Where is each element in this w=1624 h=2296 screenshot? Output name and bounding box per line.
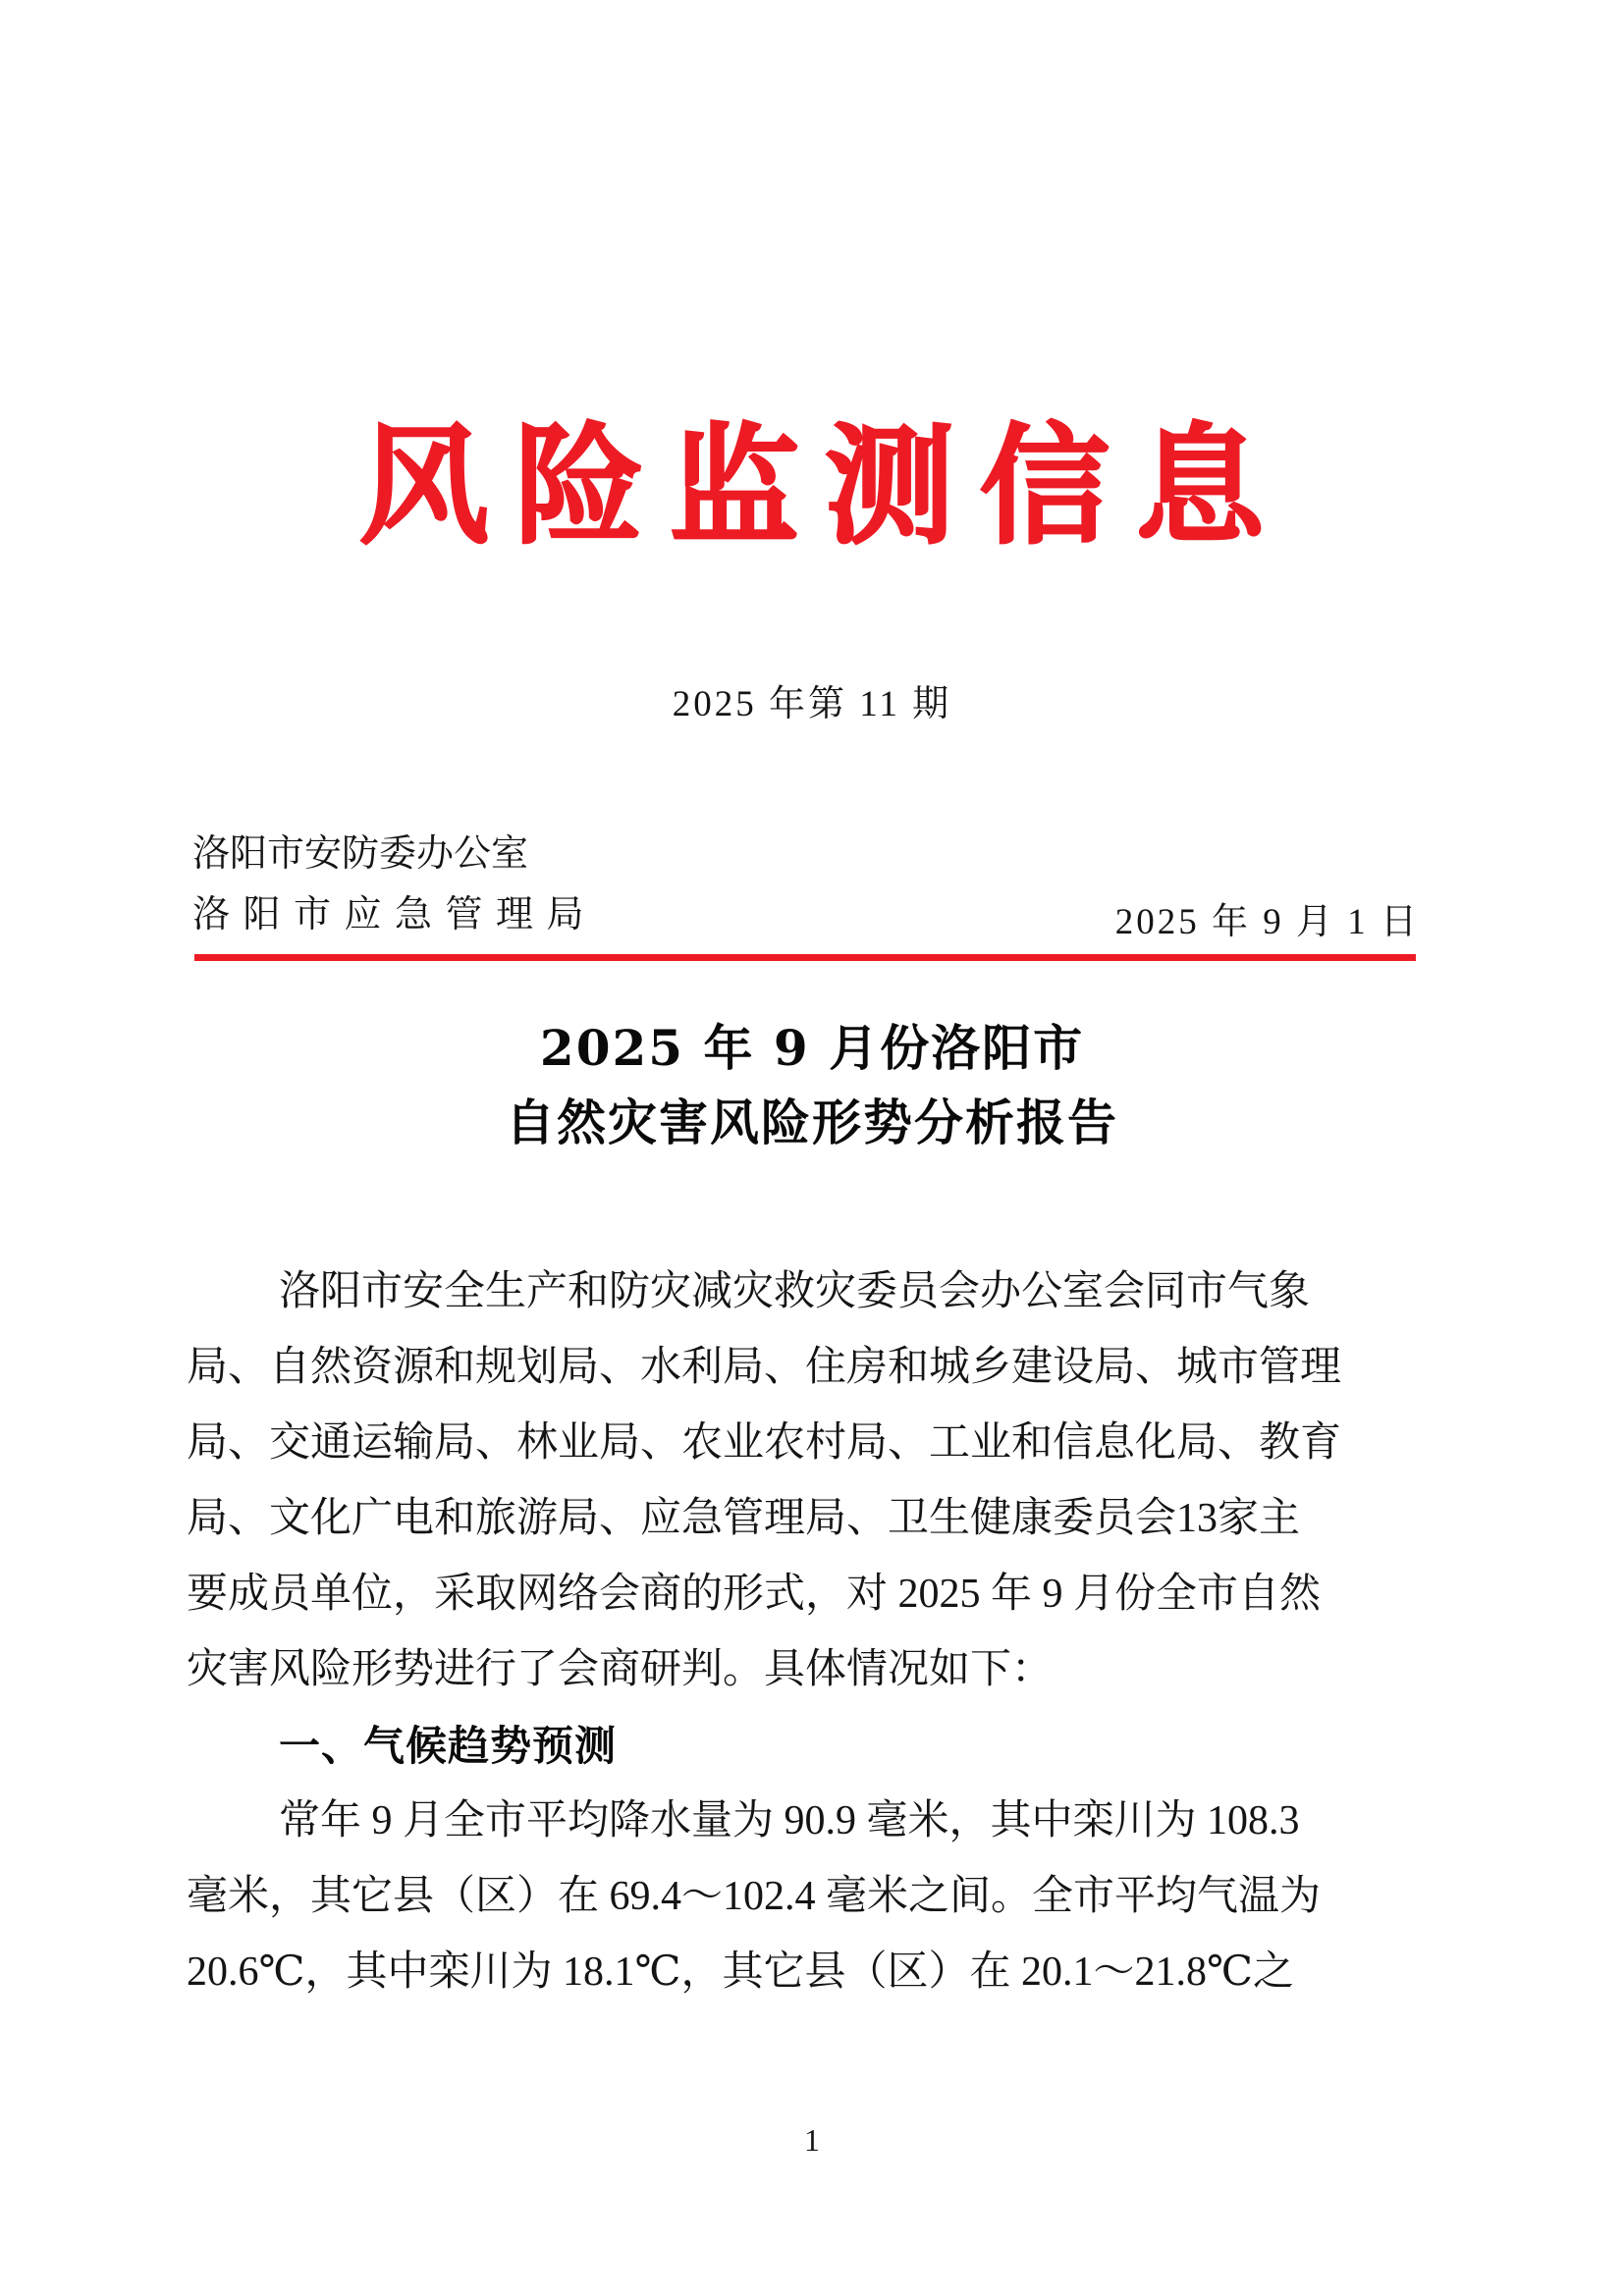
- section-heading-1: 一、气候趋势预测: [279, 1722, 618, 1770]
- document-body: [187, 1255, 1434, 2010]
- document-title-line-1: 2025 年 9 月份洛阳市: [539, 1019, 1085, 1077]
- issuer-row-2: [192, 883, 1420, 944]
- issuer-block: [192, 823, 1420, 944]
- paragraph-line: 20.6℃，其中栾川为 18.1℃，其它县（区）在 20.1～21.8℃之: [187, 1949, 1294, 1995]
- issuer-office-1: 洛阳市安防委办公室: [192, 833, 529, 875]
- paragraph-line: 要成员单位，采取网络会商的形式，对 2025 年 9 月份全市自然: [187, 1572, 1322, 1617]
- paragraph-line: 局、自然资源和规划局、水利局、住房和城乡建设局、城市管理: [187, 1345, 1342, 1390]
- red-divider-rule: [194, 954, 1416, 961]
- paragraph-line: 局、交通运输局、林业局、农业农村局、工业和信息化局、教育: [187, 1420, 1342, 1466]
- masthead-title: 风险监测信息: [359, 410, 1290, 562]
- paragraph-line: 局、文化广电和旅游局、应急管理局、卫生健康委员会13家主: [187, 1496, 1301, 1541]
- paragraph-climate-forecast: [187, 1784, 1434, 2010]
- issue-date: 2025 年 9 月 1 日: [1114, 902, 1420, 942]
- masthead: [0, 410, 1624, 562]
- document-title: [0, 1011, 1624, 1160]
- issuer-office-2: 洛阳市应急管理局: [192, 894, 598, 935]
- paragraph-line: 灾害风险形势进行了会商研判。具体情况如下：: [187, 1647, 1054, 1692]
- paragraph-line: 洛阳市安全生产和防灾减灾救灾委员会办公室会同市气象: [279, 1269, 1311, 1314]
- document-title-line-2: 自然灾害风险形势分析报告: [506, 1094, 1118, 1151]
- paragraph-line: 毫米，其它县（区）在 69.4～102.4 毫米之间。全市平均气温为: [187, 1874, 1322, 1919]
- paragraph-line: 常年 9 月全市平均降水量为 90.9 毫米，其中栾川为 108.3: [279, 1798, 1300, 1843]
- page-number: 1: [804, 2122, 820, 2158]
- issue-number: 2025 年第 11 期: [672, 684, 952, 724]
- issuer-row-1: [192, 823, 1420, 883]
- paragraph-intro: [187, 1255, 1434, 1708]
